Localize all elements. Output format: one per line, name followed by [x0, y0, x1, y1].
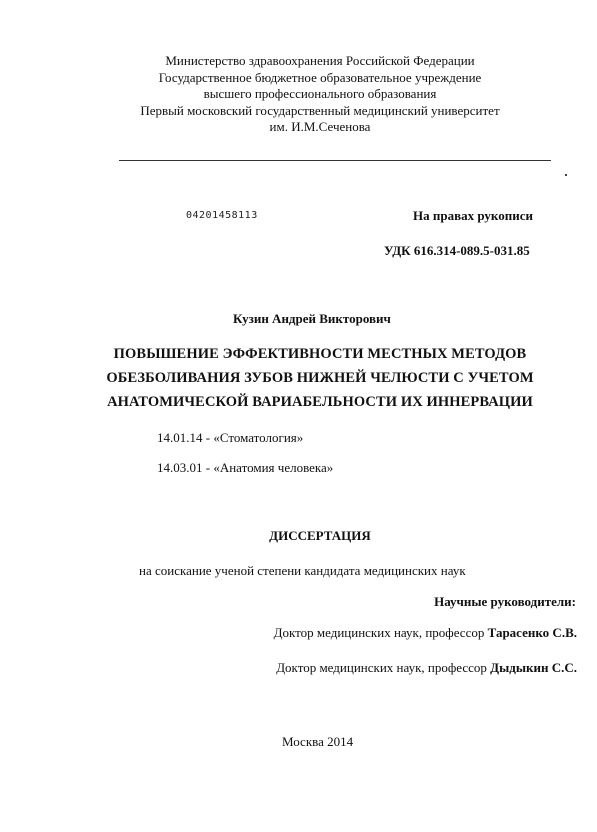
supervisor-1-name: Тарасенко С.В. [487, 625, 577, 640]
supervisor-1-title: Доктор медицинских наук, профессор [273, 625, 488, 640]
document-type: ДИССЕРТАЦИЯ [269, 528, 371, 543]
title-line-3: АНАТОМИЧЕСКОЙ ВАРИАБЕЛЬНОСТИ ИХ ИННЕРВАЦИИ [107, 394, 533, 410]
rights-label: На правах рукописи [413, 208, 533, 223]
supervisors-heading: Научные руководители: [434, 594, 576, 609]
header-line-university: Первый московский государственный медицинский университет [140, 102, 500, 118]
city-year: Москва 2014 [282, 734, 354, 749]
header-line-ministry: Министерство здравоохранения Российской Федерации [165, 53, 475, 68]
scan-speck [565, 174, 567, 176]
supervisor-2-name: Дыдыкин С.С. [490, 660, 577, 675]
degree-line: на соискание ученой степени кандидата медицинских наук [139, 563, 466, 578]
registration-number: 04201458113 [186, 210, 258, 221]
dissertation-title [80, 342, 560, 414]
institution-header [90, 53, 550, 136]
supervisor-2 [276, 660, 577, 676]
header-line-institution: Государственное бюджетное образовательное учреждение [158, 69, 482, 85]
header-line-education: высшего профессионального образования [203, 86, 437, 101]
udc-code: УДК 616.314-089.5-031.85 [384, 243, 530, 258]
title-line-2: ОБЕЗБОЛИВАНИЯ ЗУБОВ НИЖНЕЙ ЧЕЛЮСТИ С УЧЕТОМ [106, 370, 534, 386]
header-divider [119, 160, 551, 161]
header-line-named-after: им. И.М.Сеченова [269, 119, 371, 134]
specialty-anatomy: 14.03.01 - «Анатомия человека» [157, 460, 334, 475]
supervisor-2-title: Доктор медицинских наук, профессор [276, 660, 491, 675]
author-name: Кузин Андрей Викторович [233, 311, 391, 326]
specialty-dentistry: 14.01.14 - «Стоматология» [157, 430, 304, 445]
supervisor-1 [274, 625, 577, 641]
title-line-1: ПОВЫШЕНИЕ ЭФФЕКТИВНОСТИ МЕСТНЫХ МЕТОДОВ [113, 346, 527, 362]
